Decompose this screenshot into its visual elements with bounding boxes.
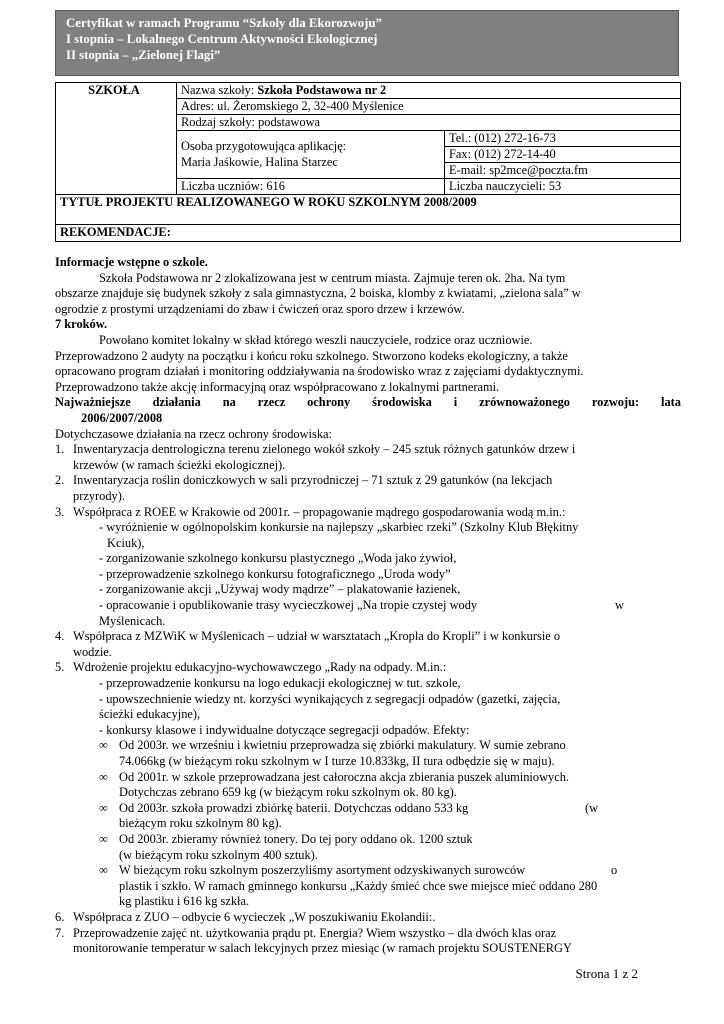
person-label: Osoba przygotowująca aplikację: xyxy=(181,139,347,153)
sub-item-trailing: w xyxy=(615,598,624,613)
item-number: 6. xyxy=(55,909,65,924)
infinity-bullet-icon: ∞ xyxy=(99,831,108,846)
project-title: TYTUŁ PROJEKTU REALIZOWANEGO W ROKU SZKOLNYM 2008/2009 xyxy=(60,195,477,209)
name-cell xyxy=(177,83,681,99)
students-count: Liczba uczniów: 616 xyxy=(181,179,285,193)
students-cell xyxy=(177,179,445,195)
sub-item-text: - opracowanie i opublikowanie trasy wycieczkowej „Na tropie czystej wody xyxy=(99,598,478,613)
item-text: Współpraca z ZUO – odbycie 6 wycieczek „W poszukiwaniu Ekolandii:. xyxy=(73,909,436,924)
infinity-bullet-icon: ∞ xyxy=(99,800,108,815)
item-text: monitorowanie temperatur w salach lekcyjnych przez miesiąc (w ramach projektu SOUSTENERGY xyxy=(73,941,572,956)
document-body xyxy=(55,255,681,957)
bullet-trailing: o xyxy=(611,863,618,878)
list-item xyxy=(55,442,681,473)
item-text: Inwentaryzacja roślin doniczkowych w sali przyrodniczej – 71 sztuk z 29 gatunków (na lekcjach xyxy=(73,473,553,488)
item-text: Współpraca z ROEE w Krakowie od 2001r. – propagowanie mądrego gospodarowania wodą m.in.: xyxy=(73,504,566,519)
bullet-text: Od 2003r. zbieramy również tonery. Do tej pory oddano ok. 1200 sztuk xyxy=(119,831,473,846)
sub-item: - zorganizowanie szkolnego konkursu plastycznego „Woda jako żywioł, xyxy=(99,551,457,566)
person-cell xyxy=(177,131,445,179)
page-number: Strona 1 z 2 xyxy=(575,966,638,981)
list-item xyxy=(55,473,681,504)
infinity-bullet-icon: ∞ xyxy=(99,738,108,753)
bullet-text: bieżącym roku szkolnym 80 kg). xyxy=(119,816,282,831)
steps-line-1: Powołano komitet lokalny w skład którego weszli nauczyciele, rodzice oraz uczniowie. xyxy=(99,332,533,347)
school-info-table xyxy=(55,82,681,242)
header-line-3: II stopnia – „Zielonej Flagi” xyxy=(66,48,221,63)
actions-intro: Dotychczasowe działania na rzecz ochrony środowiska: xyxy=(55,426,332,441)
actions-heading-years: 2006/2007/2008 xyxy=(81,410,163,425)
item-number: 7. xyxy=(55,925,65,940)
sub-item: - wyróżnienie w ogólnopolskim konkursie na najlepszy „skarbiec rzeki” (Szkolny Klub Błękitny xyxy=(99,520,579,535)
sub-item: ścieżki edukacyjne), xyxy=(99,707,201,722)
actions-heading: Najważniejsze działania na rzecz ochrony środowiska i zrównoważonego rozwoju: lata xyxy=(55,395,681,410)
school-type: Rodzaj szkoły: podstawowa xyxy=(181,115,321,129)
intro-line-1: Szkoła Podstawowa nr 2 zlokalizowana jest w centrum miasta. Zajmuje teren ok. 2ha. Na tym xyxy=(99,270,566,285)
sub-item: - zorganizowanie akcji „Używaj wody mądrze” – plakatowanie łazienek, xyxy=(99,582,461,597)
bullet-text: Od 2003r. we wrześniu i kwietniu przeprowadza się zbiórki makulatury. W sumie zebrano xyxy=(119,738,566,753)
certificate-header xyxy=(55,10,679,76)
type-cell xyxy=(177,115,681,131)
intro-line-2: obszarze znajduje się budynek szkoły z sala gimnastyczna, 2 boiska, klomby z kwiatami, „zielona sala” w xyxy=(55,286,581,301)
teachers-count: Liczba nauczycieli: 53 xyxy=(449,179,562,193)
header-line-2: I stopnia – Lokalnego Centrum Aktywności Ekologicznej xyxy=(66,32,378,47)
school-label: SZKOŁA xyxy=(88,83,140,97)
email: E-mail: sp2mce@poczta.fm xyxy=(449,163,588,177)
tel-cell xyxy=(445,131,681,147)
list-item xyxy=(55,926,681,957)
fax-cell xyxy=(445,147,681,163)
item-number: 1. xyxy=(55,442,65,457)
sub-item: - konkursy klasowe i indywidualne dotyczące segregacji odpadów. Efekty: xyxy=(99,722,470,737)
steps-line-3: opracowano program działań i monitoring oddziaływania na środowisko wraz z zajęciami dydaktycznymi. xyxy=(55,364,584,379)
bullet-text: W bieżącym roku szkolnym poszerzyliśmy asortyment odzyskiwanych surowców xyxy=(119,863,526,878)
bullet-text: Od 2003r. szkoła prowadzi zbiórkę baterii. Dotychczas oddano 533 kg xyxy=(119,800,469,815)
fax: Fax: (012) 272-14-40 xyxy=(449,147,556,161)
email-cell xyxy=(445,163,681,179)
item-number: 4. xyxy=(55,629,65,644)
name-value: Szkoła Podstawowa nr 2 xyxy=(257,83,387,97)
school-label-cell xyxy=(56,83,177,195)
item-text: przyrody). xyxy=(73,488,125,503)
bullet-text: (w bieżącym roku szkolnym 400 sztuk). xyxy=(119,847,318,862)
steps-line-4: Przeprowadzono także akcję informacyjną oraz współpracowano z lokalnymi partnerami. xyxy=(55,379,500,394)
sub-item: - przeprowadzenie konkursu na logo edukacji ekologicznej w tut. szkole, xyxy=(99,676,461,691)
item-text: Inwentaryzacja dentrologiczna terenu zielonego wokół szkoły – 245 sztuk różnych gatunków drzew i xyxy=(73,442,576,457)
tel: Tel.: (012) 272-16-73 xyxy=(449,131,556,145)
sub-item: Kciuk), xyxy=(107,535,145,550)
steps-line-2: Przeprowadzono 2 audyty na początku i końcu roku szkolnego. Stworzono kodeks ekologiczny, a także xyxy=(55,348,568,363)
bullet-text: Dotychczas zebrano 659 kg (w bieżącym roku szkolnym ok. 80 kg). xyxy=(119,785,457,800)
item-number: 5. xyxy=(55,660,65,675)
infinity-bullet-icon: ∞ xyxy=(99,769,108,784)
teachers-cell xyxy=(445,179,681,195)
list-item xyxy=(55,505,681,630)
bullet-text: Od 2001r. w szkole przeprowadzana jest całoroczna akcja zbierania puszek aluminiowych. xyxy=(119,769,570,784)
item-text: wodzie. xyxy=(73,644,112,659)
sub-item: - upowszechnienie wiedzy nt. korzyści wynikających z segregacji odpadów (gazetki, zajęcia, xyxy=(99,691,561,706)
bullet-text: 74.066kg (w bieżącym roku szkolnym w I turze 10.833kg, II tura odbędzie się w maju). xyxy=(119,754,555,768)
person-value: Maria Jaśkowie, Halina Starzec xyxy=(181,154,338,169)
item-text: Wdrożenie projektu edukacyjno-wychowawczego „Rady na odpady. M.in.: xyxy=(73,660,447,675)
steps-heading: 7 kroków. xyxy=(55,317,108,332)
address-cell xyxy=(177,99,681,115)
infinity-bullet-icon: ∞ xyxy=(99,863,108,878)
bullet-text: plastik i szkło. W ramach gminnego konkursu „Każdy śmieć chce swe miejsce mieć oddano 280 xyxy=(119,878,598,893)
item-text: Współpraca z MZWiK w Myślenicach – udział w warsztatach „Kropla do Kropli” i w konkursie o xyxy=(73,629,561,644)
header-line-1: Certyfikat w ramach Programu “Szkoły dla Ekorozwoju” xyxy=(66,16,382,30)
list-item xyxy=(55,660,681,910)
list-item xyxy=(55,910,681,926)
item-number: 2. xyxy=(55,473,65,488)
sub-item: Myślenicach. xyxy=(99,613,166,628)
intro-line-3: ogrodzie z prostymi urządzeniami do zbaw i ćwiczeń oraz sporo drzew i krzewów. xyxy=(55,301,465,316)
project-title-cell xyxy=(56,195,681,225)
name-label: Nazwa szkoły: xyxy=(181,83,258,97)
bullet-trailing: (w xyxy=(585,800,599,815)
sub-item xyxy=(55,598,681,614)
intro-heading: Informacje wstępne o szkole. xyxy=(55,255,208,269)
item-number: 3. xyxy=(55,504,65,519)
recommendations: REKOMENDACJE: xyxy=(60,225,171,239)
address: Adres: ul. Żeromskiego 2, 32-400 Myślenice xyxy=(181,99,404,113)
list-item xyxy=(55,629,681,660)
item-text: krzewów (w ramach ścieżki ekologicznej). xyxy=(73,457,286,472)
sub-item: - przeprowadzenie szkolnego konkursu fotograficznego „Uroda wody” xyxy=(99,566,451,581)
bullet-text: kg plastiku i 616 kg szkła. xyxy=(119,894,250,909)
item-text: Przeprowadzenie zajęć nt. użytkowania prądu pt. Energia? Wiem wszystko – dla dwóch klas oraz xyxy=(73,925,557,940)
recommendations-cell xyxy=(56,225,681,242)
